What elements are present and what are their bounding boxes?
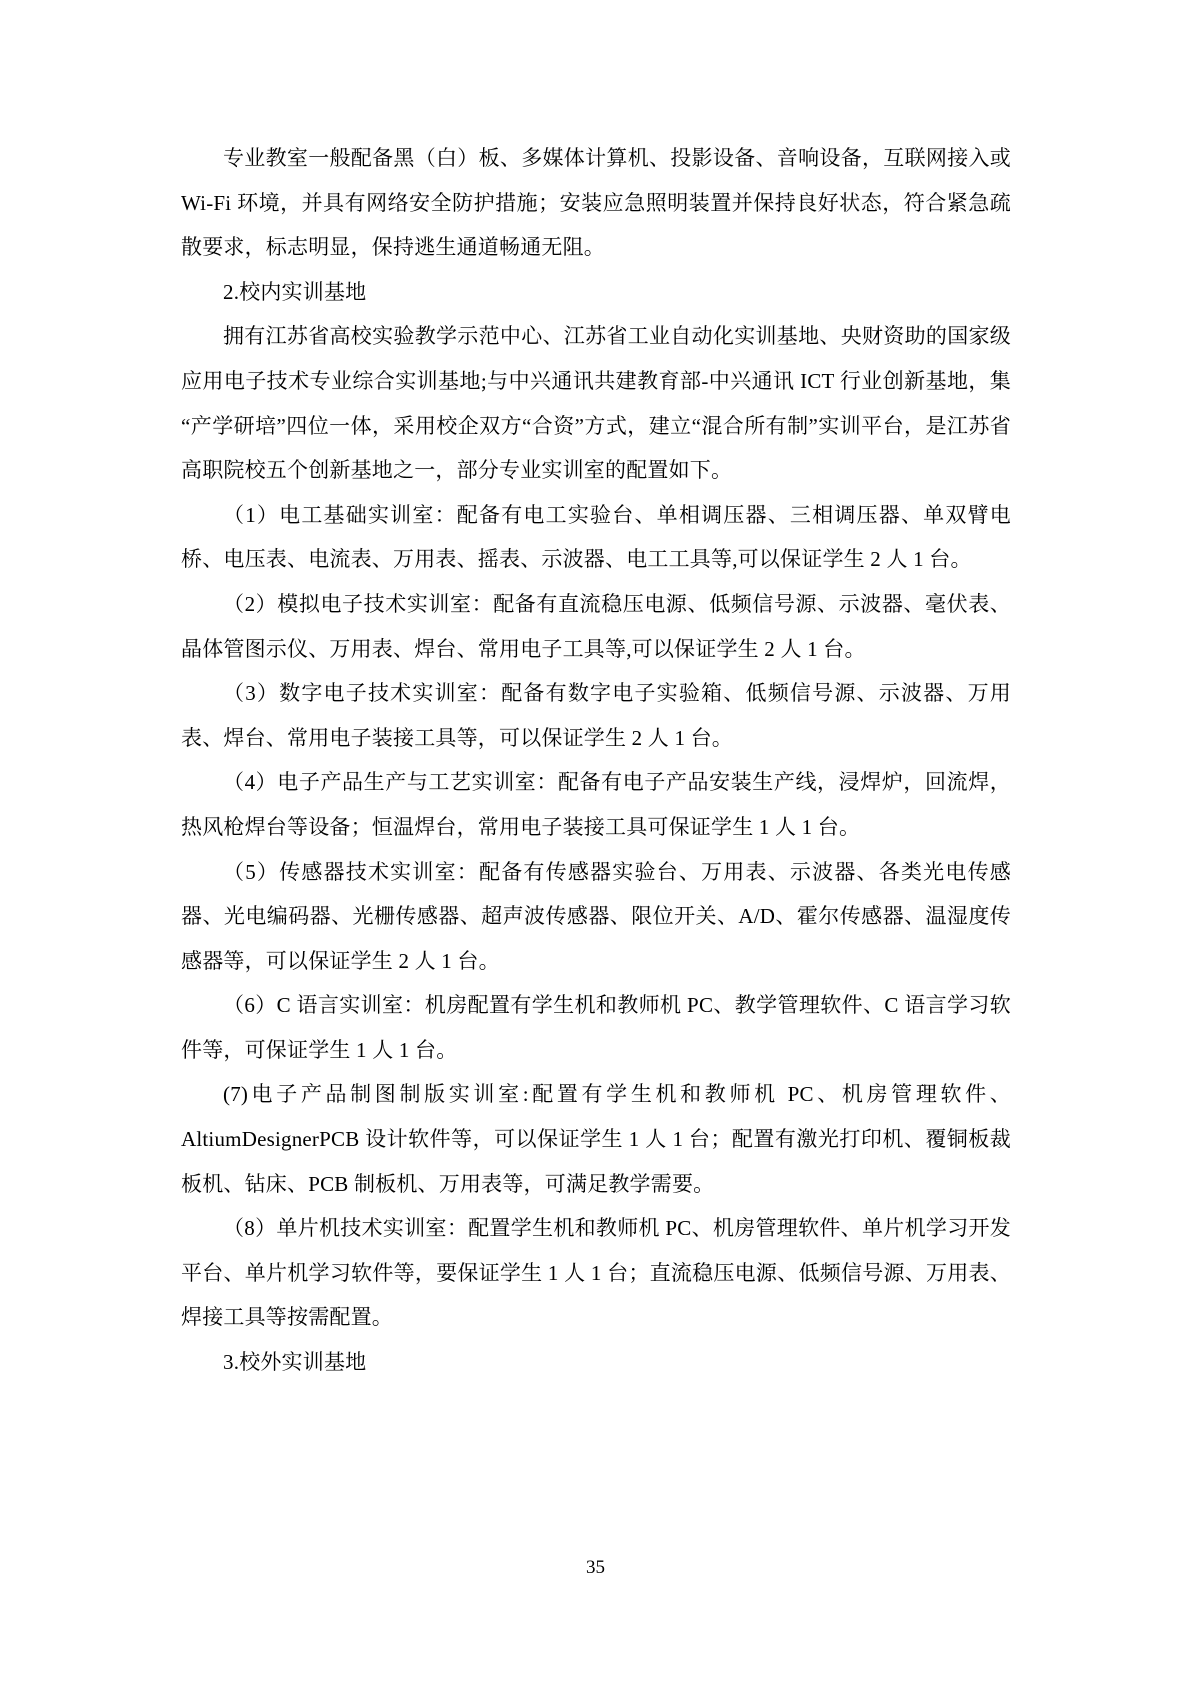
section-heading-off-campus-training-base: 3.校外实训基地 bbox=[223, 1350, 367, 1375]
page-number: 35 bbox=[586, 1557, 605, 1578]
paragraph-training-base-overview: 拥有江苏省高校实验教学示范中心、江苏省工业自动化实训基地、央财资助的国家级应用电子技术专业综合实训基地;与中兴通讯共建教育部-中兴通讯 ICT 行业创新基地，集“产学研培”四位一体，采用校企双方“合资”方式，建立“混合所有制”实训平台，是江苏省高职院校五个创新基地之一，部分专业实训室的配置如下。 bbox=[181, 324, 1011, 483]
paragraph-room-3-digital-electronics: （3）数字电子技术实训室：配备有数字电子实验箱、低频信号源、示波器、万用表、焊台、常用电子装接工具等，可以保证学生 2 人 1 台。 bbox=[181, 681, 1011, 750]
paragraph-room-6-c-language: （6）C 语言实训室：机房配置有学生机和教师机 PC、教学管理软件、C 语言学习软件等，可保证学生 1 人 1 台。 bbox=[181, 993, 1011, 1062]
paragraph-room-7-pcb-design: (7)电子产品制图制版实训室:配置有学生机和教师机 PC、机房管理软件、AltiumDesignerPCB 设计软件等，可以保证学生 1 人 1 台；配置有激光打印机、覆铜板裁板机、钻床、PCB 制板机、万用表等，可满足教学需要。 bbox=[181, 1082, 1011, 1196]
section-heading-on-campus-training-base: 2.校内实训基地 bbox=[223, 279, 367, 304]
paragraph-classroom-equipment: 专业教室一般配备黑（白）板、多媒体计算机、投影设备、音响设备，互联网接入或 Wi-Fi 环境，并具有网络安全防护措施；安装应急照明装置并保持良好状态，符合紧急疏散要求，标志明显，保持逃生通道畅通无阻。 bbox=[181, 146, 1011, 260]
paragraph-room-2-analog-electronics: （2）模拟电子技术实训室：配备有直流稳压电源、低频信号源、示波器、毫伏表、晶体管图示仪、万用表、焊台、常用电子工具等,可以保证学生 2 人 1 台。 bbox=[181, 591, 1011, 661]
paragraph-room-8-mcu-technology: （8）单片机技术实训室：配置学生机和教师机 PC、机房管理软件、单片机学习开发平台、单片机学习软件等，要保证学生 1 人 1 台；直流稳压电源、低频信号源、万用表、焊接工具等按需配置。 bbox=[181, 1216, 1011, 1330]
page-content bbox=[181, 136, 1011, 1385]
paragraph-room-5-sensor-technology: （5）传感器技术实训室：配备有传感器实验台、万用表、示波器、各类光电传感器、光电编码器、光栅传感器、超声波传感器、限位开关、A/D、霍尔传感器、温湿度传感器等，可以保证学生 2 人 1 台。 bbox=[181, 859, 1011, 973]
paragraph-room-1-electrician-basics: （1）电工基础实训室：配备有电工实验台、单相调压器、三相调压器、单双臂电桥、电压表、电流表、万用表、摇表、示波器、电工工具等,可以保证学生 2 人 1 台。 bbox=[181, 502, 1011, 572]
paragraph-room-4-production-process: （4）电子产品生产与工艺实训室：配备有电子产品安装生产线，浸焊炉，回流焊，热风枪焊台等设备；恒温焊台，常用电子装接工具可保证学生 1 人 1 台。 bbox=[181, 770, 1011, 839]
